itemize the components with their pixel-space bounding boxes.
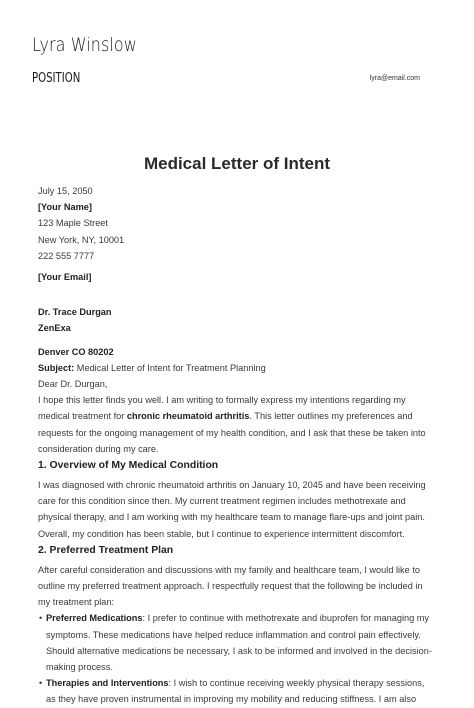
section-1-paragraph: I was diagnosed with chronic rheumatoid arthritis on January 10, 2045 and have been receiving care for this condition since then. My current treatment regimen includes methotrexate and physical therapy, and I am working with my healthcare team to manage flare-ups and joint pain. Overall, my condition has been stable, but I continue to experience intermittent discomfort. [38,480,426,539]
subject-label: Subject: [38,362,75,373]
sender-city: New York, NY, 10001 [38,234,125,245]
section-2-paragraph: After careful consideration and discussions with my family and healthcare team, I would like to outline my preferred treatment approach. I respectfully request that the following be included in my treatment plan: [38,564,423,608]
list-item: • Therapies and Interventions: I wish to continue receiving weekly physical therapy sessions, as they have proven instrumental in improving my mobility and reducing stiffness. I am also [46,675,436,707]
recipient-org: ZenExa [38,323,71,334]
list-item: • Preferred Medications: I prefer to continue with methotrexate and ibuprofen for managing my symptoms. These medications have helped reduce inflammation and control pain effectively. Should alternative medications be necessary, I ask to be informed and involved in the decision-making process. [46,610,436,675]
sender-email-field: [Your Email] [38,272,92,283]
sender-street: 123 Maple Street [38,218,108,229]
greeting: Dear Dr. Durgan, [38,379,108,390]
subject-text: Medical Letter of Intent for Treatment Planning [74,362,266,373]
header-email: lyra@email.com [369,75,420,82]
subject-line [38,360,436,376]
section-2-heading: 2. Preferred Treatment Plan [38,544,174,556]
letter-date: July 15, 2050 [38,186,93,196]
recipient-city: Denver CO 80202 [38,346,114,357]
position-label: POSITION [32,71,81,86]
section-1-heading: 1. Overview of My Medical Condition [38,460,219,472]
document-title: Medical Letter of Intent [143,154,331,173]
sender-name-heading: Lyra Winslow [32,34,137,56]
recipient-name: Dr. Trace Durgan [38,307,112,318]
condition-name: chronic rheumatoid arthritis [126,411,250,422]
letter-body [38,183,436,708]
sender-phone: 222 555 7777 [38,250,95,261]
intro-paragraph: I hope this letter finds you well. I am writing to formally express my intentions regarding my medical treatment for chronic rheumatoid arthritis. This letter outlines my preferences and requests for the ongoing management of my health condition, and I ask that these be taken into consideration during my care. [38,395,426,454]
treatment-list [38,610,436,707]
sender-name-field: [Your Name] [38,202,92,213]
